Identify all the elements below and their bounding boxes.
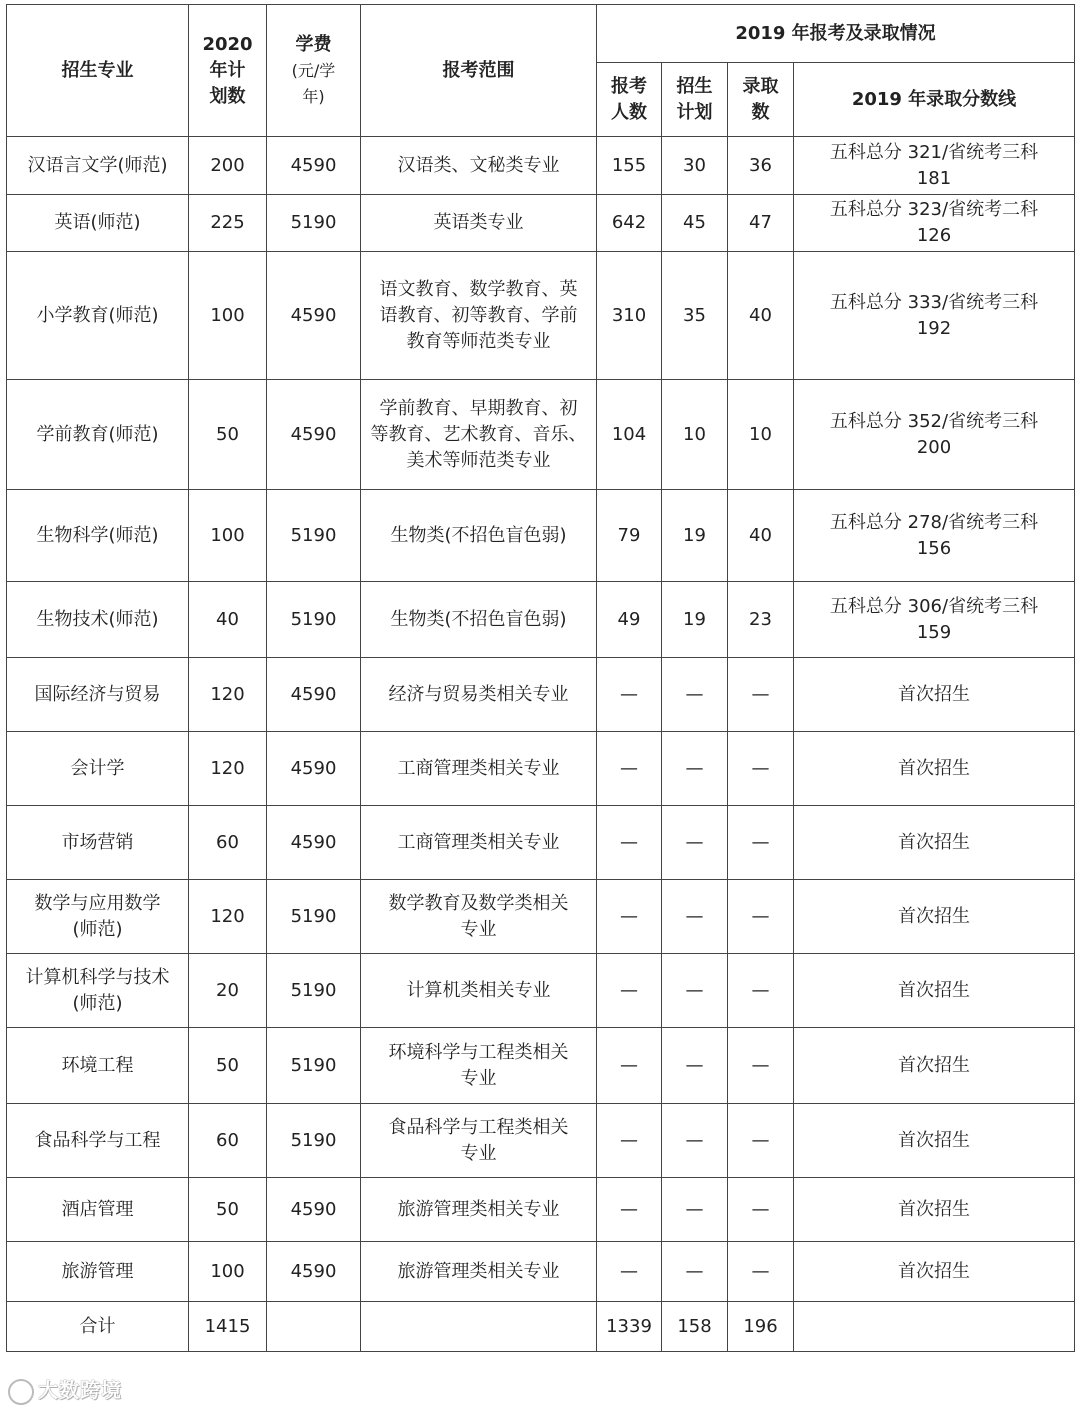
header-plan-2019: 招生 计划 (662, 63, 728, 137)
table-row (7, 806, 1075, 880)
cell-tuition: 5190 (267, 582, 361, 658)
cell-score: 五科总分 321/省统考三科 181 (794, 137, 1075, 195)
cell-applicants: 49 (597, 582, 662, 658)
cell-plan-2019: 30 (662, 137, 728, 195)
cell-plan-2020: 60 (189, 1104, 267, 1178)
cell-scope: 食品科学与工程类相关 专业 (361, 1104, 597, 1178)
cell-applicants: 104 (597, 380, 662, 490)
cell-tuition: 5190 (267, 880, 361, 954)
cell-major: 计算机科学与技术 (师范) (7, 954, 189, 1028)
cell-score: 首次招生 (794, 1104, 1075, 1178)
cell-plan-2019: — (662, 658, 728, 732)
cell-tuition: 5190 (267, 954, 361, 1028)
cell-plan-2019: — (662, 1242, 728, 1302)
cell-scope: 语文教育、数学教育、英 语教育、初等教育、学前 教育等师范类专业 (361, 252, 597, 380)
cell-admitted: — (728, 658, 794, 732)
header-tuition-unit: (元/学 年) (291, 60, 336, 106)
watermark-text: 大数跨境 (38, 1378, 122, 1402)
cell-score: 五科总分 306/省统考三科 159 (794, 582, 1075, 658)
cell-score: 首次招生 (794, 954, 1075, 1028)
table-row (7, 380, 1075, 490)
cell-major: 数学与应用数学 (师范) (7, 880, 189, 954)
cell-plan-2019: — (662, 880, 728, 954)
cell-tuition: 5190 (267, 195, 361, 252)
cell-scope: 工商管理类相关专业 (361, 806, 597, 880)
cell-scope: 旅游管理类相关专业 (361, 1242, 597, 1302)
cell-score: 首次招生 (794, 1178, 1075, 1242)
cell-applicants: — (597, 1104, 662, 1178)
cell-plan-2020: 100 (189, 490, 267, 582)
cell-scope: 计算机类相关专业 (361, 954, 597, 1028)
cell-applicants: — (597, 1028, 662, 1104)
cell-applicants: 155 (597, 137, 662, 195)
total-fee (267, 1302, 361, 1352)
cell-plan-2020: 40 (189, 582, 267, 658)
cell-plan-2020: 120 (189, 732, 267, 806)
table-row (7, 252, 1075, 380)
header-admitted: 录取 数 (728, 63, 794, 137)
cell-plan-2020: 100 (189, 1242, 267, 1302)
cell-plan-2020: 100 (189, 252, 267, 380)
cell-plan-2019: 10 (662, 380, 728, 490)
cell-applicants: — (597, 954, 662, 1028)
total-row (7, 1302, 1075, 1352)
cell-tuition: 5190 (267, 1028, 361, 1104)
cell-plan-2019: — (662, 954, 728, 1028)
cell-plan-2019: — (662, 806, 728, 880)
cell-scope: 数学教育及数学类相关 专业 (361, 880, 597, 954)
cell-admitted: 47 (728, 195, 794, 252)
table-row (7, 1178, 1075, 1242)
cell-applicants: — (597, 880, 662, 954)
cell-plan-2020: 225 (189, 195, 267, 252)
cell-applicants: — (597, 1178, 662, 1242)
cell-major: 市场营销 (7, 806, 189, 880)
table-row (7, 658, 1075, 732)
cell-plan-2019: — (662, 1178, 728, 1242)
header-score-2019: 2019 年录取分数线 (794, 63, 1075, 137)
cell-scope: 生物类(不招色盲色弱) (361, 490, 597, 582)
cell-scope: 英语类专业 (361, 195, 597, 252)
total-applicants: 1339 (597, 1302, 662, 1352)
cell-score: 首次招生 (794, 1028, 1075, 1104)
cell-tuition: 4590 (267, 806, 361, 880)
total-score (794, 1302, 1075, 1352)
table-row (7, 880, 1075, 954)
header-tuition-label: 学费 (295, 33, 332, 55)
cell-tuition: 4590 (267, 658, 361, 732)
table-row (7, 195, 1075, 252)
cell-score: 五科总分 323/省统考二科 126 (794, 195, 1075, 252)
cell-major: 生物科学(师范) (7, 490, 189, 582)
cell-major: 环境工程 (7, 1028, 189, 1104)
total-scope (361, 1302, 597, 1352)
cell-plan-2019: — (662, 1104, 728, 1178)
admission-table (6, 4, 1075, 1352)
cell-plan-2020: 50 (189, 1178, 267, 1242)
cell-admitted: 23 (728, 582, 794, 658)
cell-plan-2019: 45 (662, 195, 728, 252)
cell-admitted: — (728, 1242, 794, 1302)
table-row (7, 1242, 1075, 1302)
admission-table-sheet (6, 4, 1074, 1352)
watermark-logo-icon (8, 1379, 34, 1405)
cell-applicants: — (597, 658, 662, 732)
cell-plan-2020: 200 (189, 137, 267, 195)
cell-tuition: 4590 (267, 137, 361, 195)
cell-admitted: — (728, 954, 794, 1028)
cell-plan-2020: 60 (189, 806, 267, 880)
cell-score: 首次招生 (794, 880, 1075, 954)
cell-major: 酒店管理 (7, 1178, 189, 1242)
table-row (7, 1104, 1075, 1178)
total-plan-2019: 158 (662, 1302, 728, 1352)
cell-score: 五科总分 352/省统考三科 200 (794, 380, 1075, 490)
cell-applicants: 642 (597, 195, 662, 252)
header-plan-2020: 2020 年计 划数 (189, 5, 267, 137)
header-2019-group: 2019 年报考及录取情况 (597, 5, 1075, 63)
cell-score: 首次招生 (794, 732, 1075, 806)
cell-plan-2019: 35 (662, 252, 728, 380)
cell-tuition: 4590 (267, 732, 361, 806)
cell-tuition: 4590 (267, 1178, 361, 1242)
table-row (7, 732, 1075, 806)
cell-tuition: 4590 (267, 252, 361, 380)
cell-admitted: 10 (728, 380, 794, 490)
cell-major: 生物技术(师范) (7, 582, 189, 658)
cell-applicants: — (597, 1242, 662, 1302)
cell-major: 小学教育(师范) (7, 252, 189, 380)
cell-admitted: 36 (728, 137, 794, 195)
cell-tuition: 4590 (267, 380, 361, 490)
header-major: 招生专业 (7, 5, 189, 137)
cell-applicants: 310 (597, 252, 662, 380)
table-row (7, 582, 1075, 658)
cell-applicants: — (597, 806, 662, 880)
cell-plan-2020: 50 (189, 380, 267, 490)
cell-major: 国际经济与贸易 (7, 658, 189, 732)
cell-admitted: — (728, 1028, 794, 1104)
header-tuition (267, 5, 361, 137)
table-footer (7, 1302, 1075, 1352)
cell-scope: 生物类(不招色盲色弱) (361, 582, 597, 658)
cell-scope: 旅游管理类相关专业 (361, 1178, 597, 1242)
cell-plan-2020: 20 (189, 954, 267, 1028)
cell-applicants: 79 (597, 490, 662, 582)
cell-plan-2020: 120 (189, 658, 267, 732)
cell-major: 旅游管理 (7, 1242, 189, 1302)
cell-tuition: 5190 (267, 1104, 361, 1178)
watermark (8, 1374, 122, 1405)
cell-major: 英语(师范) (7, 195, 189, 252)
header-scope: 报考范围 (361, 5, 597, 137)
table-header (7, 5, 1075, 137)
cell-admitted: 40 (728, 490, 794, 582)
cell-major: 汉语言文学(师范) (7, 137, 189, 195)
table-row (7, 954, 1075, 1028)
cell-admitted: — (728, 1104, 794, 1178)
cell-admitted: — (728, 732, 794, 806)
cell-score: 五科总分 333/省统考三科 192 (794, 252, 1075, 380)
cell-admitted: — (728, 1178, 794, 1242)
table-body (7, 137, 1075, 1302)
cell-applicants: — (597, 732, 662, 806)
cell-scope: 环境科学与工程类相关 专业 (361, 1028, 597, 1104)
cell-score: 五科总分 278/省统考三科 156 (794, 490, 1075, 582)
cell-major: 学前教育(师范) (7, 380, 189, 490)
total-admitted: 196 (728, 1302, 794, 1352)
cell-scope: 汉语类、文秘类专业 (361, 137, 597, 195)
cell-admitted: 40 (728, 252, 794, 380)
cell-scope: 经济与贸易类相关专业 (361, 658, 597, 732)
cell-admitted: — (728, 806, 794, 880)
cell-plan-2019: — (662, 732, 728, 806)
table-row (7, 137, 1075, 195)
table-row (7, 490, 1075, 582)
cell-tuition: 4590 (267, 1242, 361, 1302)
cell-plan-2019: — (662, 1028, 728, 1104)
cell-scope: 学前教育、早期教育、初 等教育、艺术教育、音乐、 美术等师范类专业 (361, 380, 597, 490)
cell-plan-2020: 120 (189, 880, 267, 954)
cell-scope: 工商管理类相关专业 (361, 732, 597, 806)
total-label: 合计 (7, 1302, 189, 1352)
table-row (7, 1028, 1075, 1104)
cell-admitted: — (728, 880, 794, 954)
cell-major: 会计学 (7, 732, 189, 806)
cell-plan-2019: 19 (662, 490, 728, 582)
cell-major: 食品科学与工程 (7, 1104, 189, 1178)
cell-plan-2019: 19 (662, 582, 728, 658)
cell-plan-2020: 50 (189, 1028, 267, 1104)
total-plan: 1415 (189, 1302, 267, 1352)
cell-score: 首次招生 (794, 658, 1075, 732)
cell-score: 首次招生 (794, 806, 1075, 880)
header-applicants: 报考 人数 (597, 63, 662, 137)
cell-score: 首次招生 (794, 1242, 1075, 1302)
cell-tuition: 5190 (267, 490, 361, 582)
